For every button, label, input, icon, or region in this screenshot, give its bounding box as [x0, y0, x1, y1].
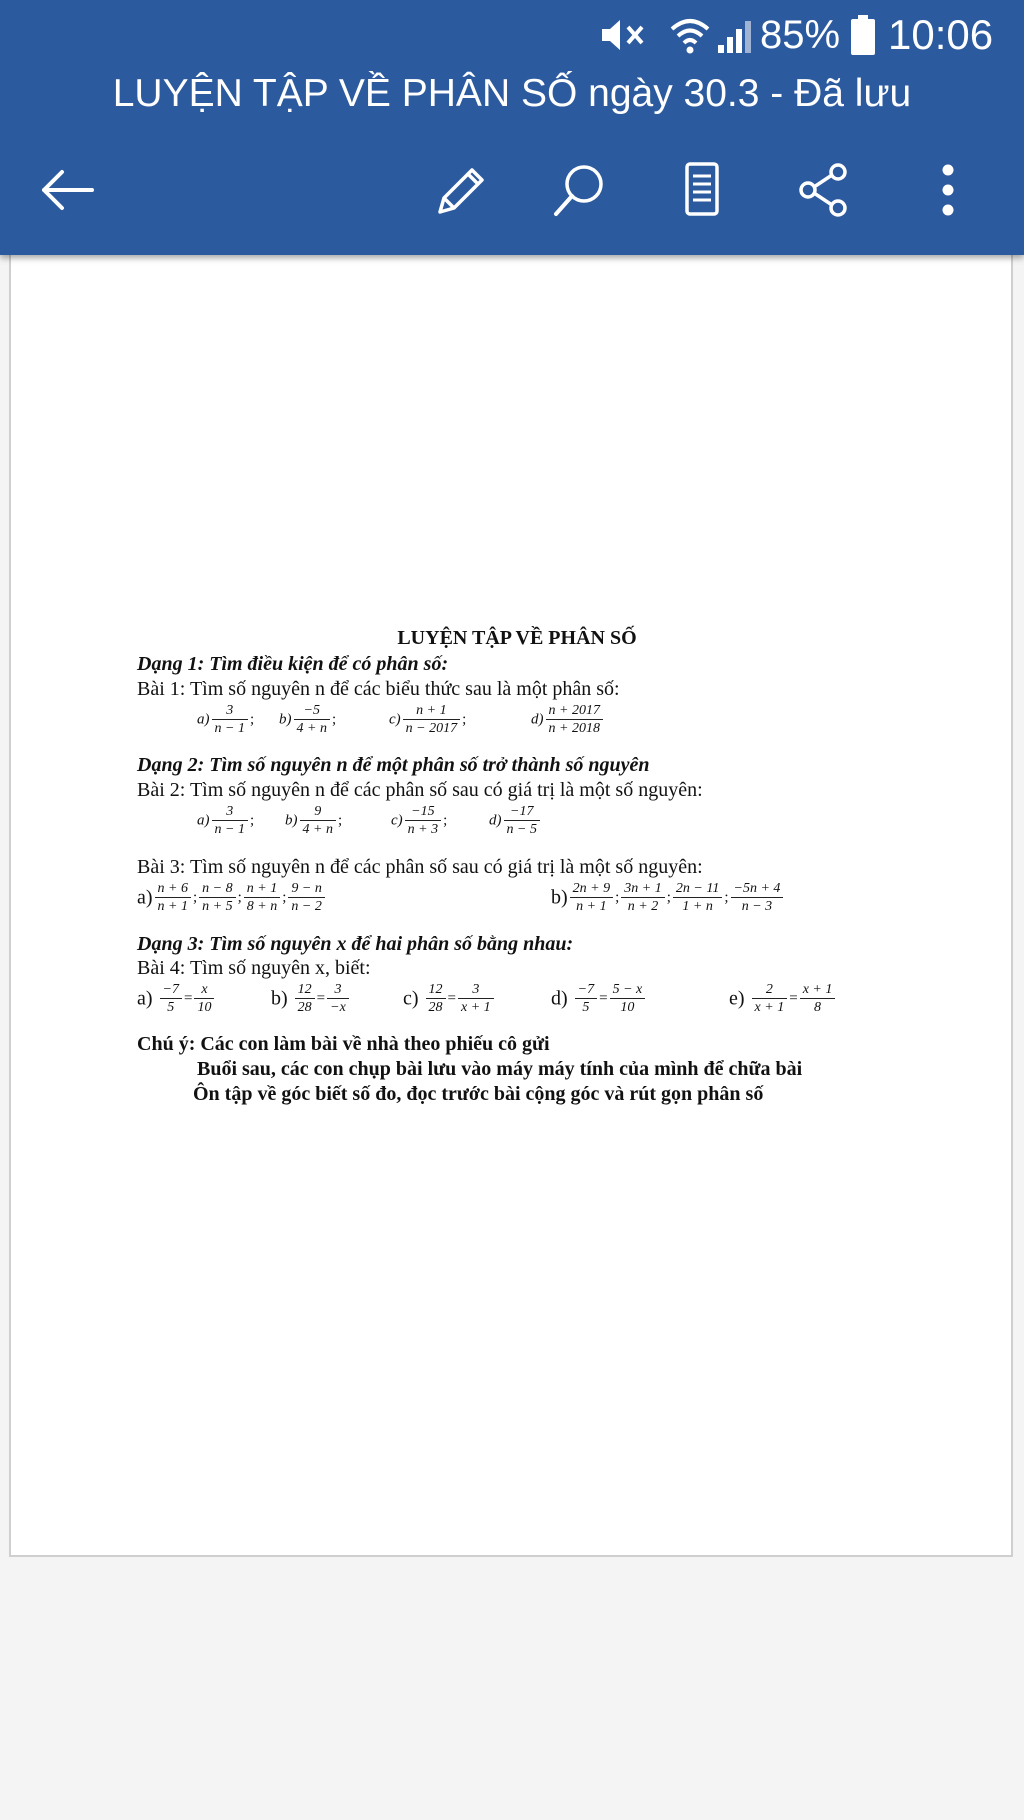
- bai2-fractions: [137, 803, 897, 849]
- more-vert-icon: [938, 160, 958, 220]
- section-dang-2: Dạng 2: Tìm số nguyên n để một phân số trở thành số nguyên: [137, 754, 650, 776]
- app-bar: [0, 0, 1024, 255]
- exercise-bai-2: Bài 2: Tìm số nguyên n để các phân số sau có giá trị là một số nguyên:: [137, 779, 703, 801]
- bai3-fractions: [137, 880, 897, 926]
- bai3-part-a: a) $\frac{n + 6}{n + 1}$ ; $\frac{n - 8}{n + 5}$ ; $\frac{n + 1}{8 + n}$ ; $\frac{9 - n}{n - 2}$: [137, 880, 327, 916]
- bai2-item: a) $\frac{3}{n - 1}$ ;: [197, 804, 255, 837]
- bai2-item: c) $\frac{-15}{n + 3}$ ;: [391, 804, 448, 837]
- share-icon: [794, 160, 854, 220]
- bai4-item: e) $\frac{2}{x + 1}$ = $\frac{x + 1}{8}$: [729, 981, 837, 1017]
- bai1-item: b) $\frac{-5}{4 + n}$ ;: [279, 703, 337, 736]
- note-title: Chú ý: Các con làm bài về nhà theo phiếu cô gửi: [137, 1033, 550, 1055]
- exercise-bai-3: Bài 3: Tìm số nguyên n để các phân số sau có giá trị là một số nguyên:: [137, 856, 703, 878]
- bai4-item: b) $\frac{12}{28}$ = $\frac{3}{-x}$: [271, 981, 351, 1017]
- reading-view-icon: [672, 160, 732, 220]
- bai1-item: a) $\frac{3}{n - 1}$ ;: [197, 703, 255, 736]
- exercise-bai-4: Bài 4: Tìm số nguyên x, biết:: [137, 957, 371, 979]
- bai3-part-b: b) $\frac{2n + 9}{n + 1}$ ; $\frac{3n + 1}{n + 2}$ ; $\frac{2n - 11}{1 + n}$ ; $\frac{-5n + 4}{n - 3}$: [551, 880, 785, 916]
- bai4-item: c) $\frac{12}{28}$ = $\frac{3}{x + 1}$: [403, 981, 496, 1017]
- edit-button[interactable]: [418, 150, 498, 230]
- bai4-equations: [137, 981, 897, 1027]
- more-options-button[interactable]: [908, 150, 988, 230]
- mute-icon: [598, 8, 652, 62]
- clock: 10:06: [888, 11, 994, 58]
- wifi-icon: [668, 8, 712, 62]
- battery-percent: 85%: [760, 12, 841, 57]
- reading-view-button[interactable]: [662, 150, 742, 230]
- bai1-fractions: [137, 702, 897, 748]
- bai4-item: d) $\frac{-7}{5}$ = $\frac{5 - x}{10}$: [551, 981, 647, 1017]
- battery-icon: [850, 8, 876, 62]
- bai2-item: d) $\frac{-17}{n - 5}$: [489, 803, 542, 839]
- exercise-bai-1: Bài 1: Tìm số nguyên n để các biểu thức sau là một phân số:: [137, 678, 620, 700]
- bai2-item: b) $\frac{9}{4 + n}$ ;: [285, 804, 343, 837]
- back-button[interactable]: [26, 150, 106, 230]
- document-page[interactable]: [9, 255, 1013, 1557]
- bai1-item: d) $\frac{n + 2017}{n + 2018}$: [531, 702, 605, 738]
- share-button[interactable]: [784, 150, 864, 230]
- search-icon: [550, 160, 610, 220]
- bai4-item: a) $\frac{-7}{5}$ = $\frac{x}{10}$: [137, 981, 216, 1017]
- note-line-2: Ôn tập về góc biết số đo, đọc trước bài cộng góc và rút gọn phân số: [193, 1083, 764, 1105]
- pencil-icon: [428, 160, 488, 220]
- back-arrow-icon: [36, 165, 96, 215]
- bai1-item: c) $\frac{n + 1}{n - 2017}$ ;: [389, 703, 467, 736]
- doc-heading: LUYỆN TẬP VỀ PHÂN SỐ: [397, 627, 637, 649]
- section-dang-3: Dạng 3: Tìm số nguyên x để hai phân số bằng nhau:: [137, 933, 574, 955]
- signal-icon: [714, 8, 752, 62]
- section-dang-1: Dạng 1: Tìm điều kiện để có phân số:: [137, 653, 449, 675]
- status-bar: [0, 0, 1024, 70]
- document-title: LUYỆN TẬP VỀ PHÂN SỐ ngày 30.3 - Đã lưu: [112, 72, 912, 115]
- search-button[interactable]: [540, 150, 620, 230]
- note-line-1: Buổi sau, các con chụp bài lưu vào máy máy tính của mình để chữa bài: [197, 1058, 803, 1080]
